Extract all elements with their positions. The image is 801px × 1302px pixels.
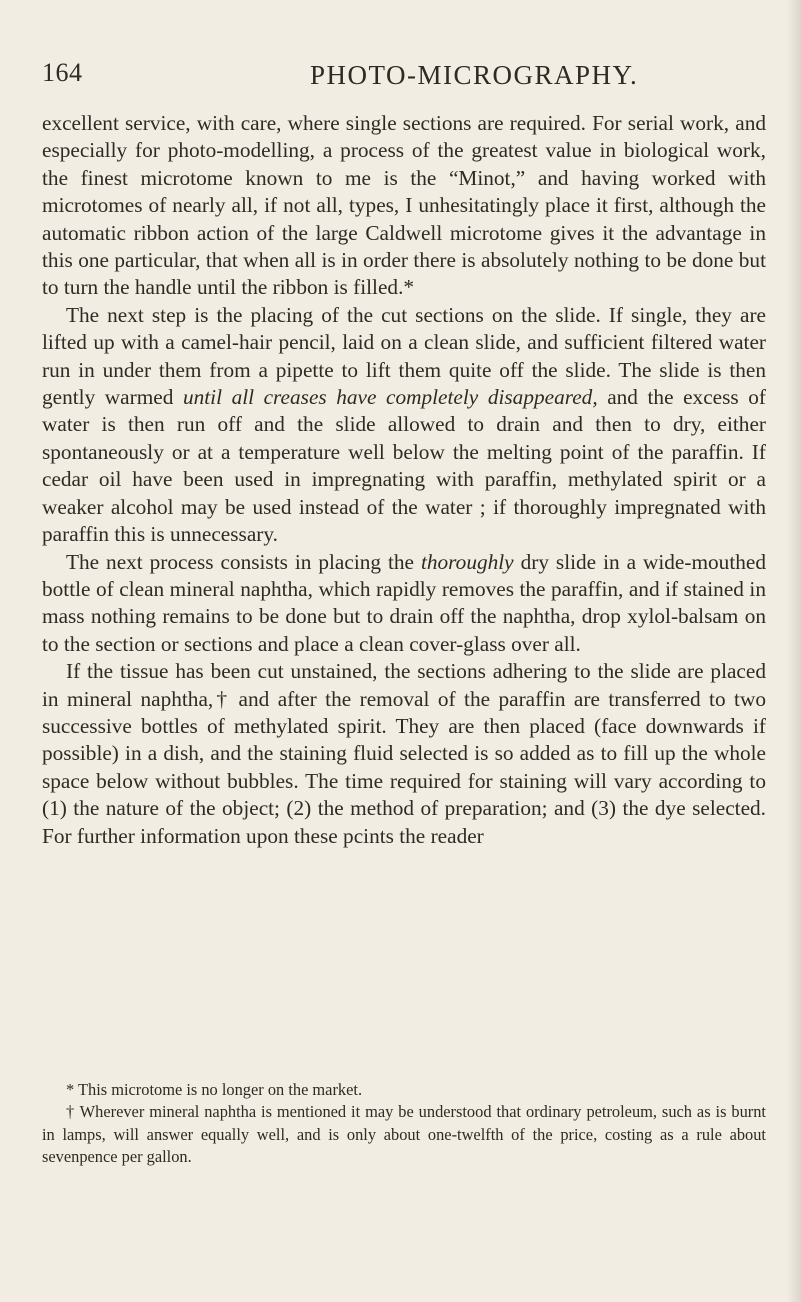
paragraph-3	[42, 549, 766, 659]
italic-word: thoroughly	[420, 549, 514, 574]
italic-phrase: until all creases have completely disappeared,	[182, 385, 598, 410]
paragraph-text: If the tissue has been cut unstained, the sections adhering to the slide are placed in mineral naphtha,† and after the removal of the paraffin are transferred to two successive bottles of methylated spirit. They are then placed (face downwards if possible) in a dish, and the staining fluid selected is so added as to fill up the whole space below without bubbles. The time required for staining will vary according to (1) the nature of the object; (2) the method of preparation; and (3) the dye selected. For further information upon these pcints the reader	[42, 659, 766, 848]
paragraph-4	[42, 658, 766, 850]
paragraph-1	[42, 110, 766, 302]
footnotes	[42, 1079, 766, 1169]
paragraph-2	[42, 302, 766, 549]
page-edge-shadow	[787, 0, 801, 1302]
paragraph-text: The next step is the placing of the cut sections on the slide. If single, they are lifted up with a camel-hair pencil, laid on a clean slide, and sufficient filtered water run in under them from a pipette to lift them quite off the slide. The slide is then gently warmed	[42, 302, 766, 410]
footnote-2: † Wherever mineral naphtha is mentioned it may be understood that ordinary petroleum, such as is burnt in lamps, will answer equally well, and is only about one-twelfth of the price, costing as a rule about sevenpence per gallon.	[42, 1102, 766, 1167]
paragraph-text: The next process consists in placing the	[66, 549, 421, 574]
footnote-1: * This microtome is no longer on the market.	[66, 1080, 363, 1099]
page-number: 164	[42, 58, 83, 87]
running-title: PHOTO-MICROGRAPHY.	[310, 60, 639, 90]
paragraph-text: dry slide in a wide-mouthed bottle of clean mineral naphtha, which rapidly removes the paraffin, and if stained in mass nothing remains to be done but to drain off the naphtha, drop xylol-balsam on to the section or sections and place a clean cover-glass over all.	[42, 549, 766, 656]
body-text	[42, 110, 766, 850]
paragraph-text: excellent service, with care, where single sections are required. For serial work, and especially for photo-modelling, a process of the greatest value in biological work, the finest microtome known to me is the “Minot,” and having worked with microtomes of nearly all, if not all, types, I unhesitatingly place it first, although the automatic ribbon action of the large Caldwell microtome gives it the advantage in this one particular, that when all is in order there is absolutely nothing to be done but to turn the handle until the ribbon is filled.*	[42, 111, 766, 300]
paragraph-text: and the excess of water is then run off and the slide allowed to drain and then to dry, either spontaneously or at a temperature well below the melting point of the paraffin. If cedar oil have been used in impregnating with paraffin, methylated spirit or a weaker alcohol may be used instead of the water ; if thoroughly impregnated with paraffin this is unnecessary.	[42, 385, 766, 547]
